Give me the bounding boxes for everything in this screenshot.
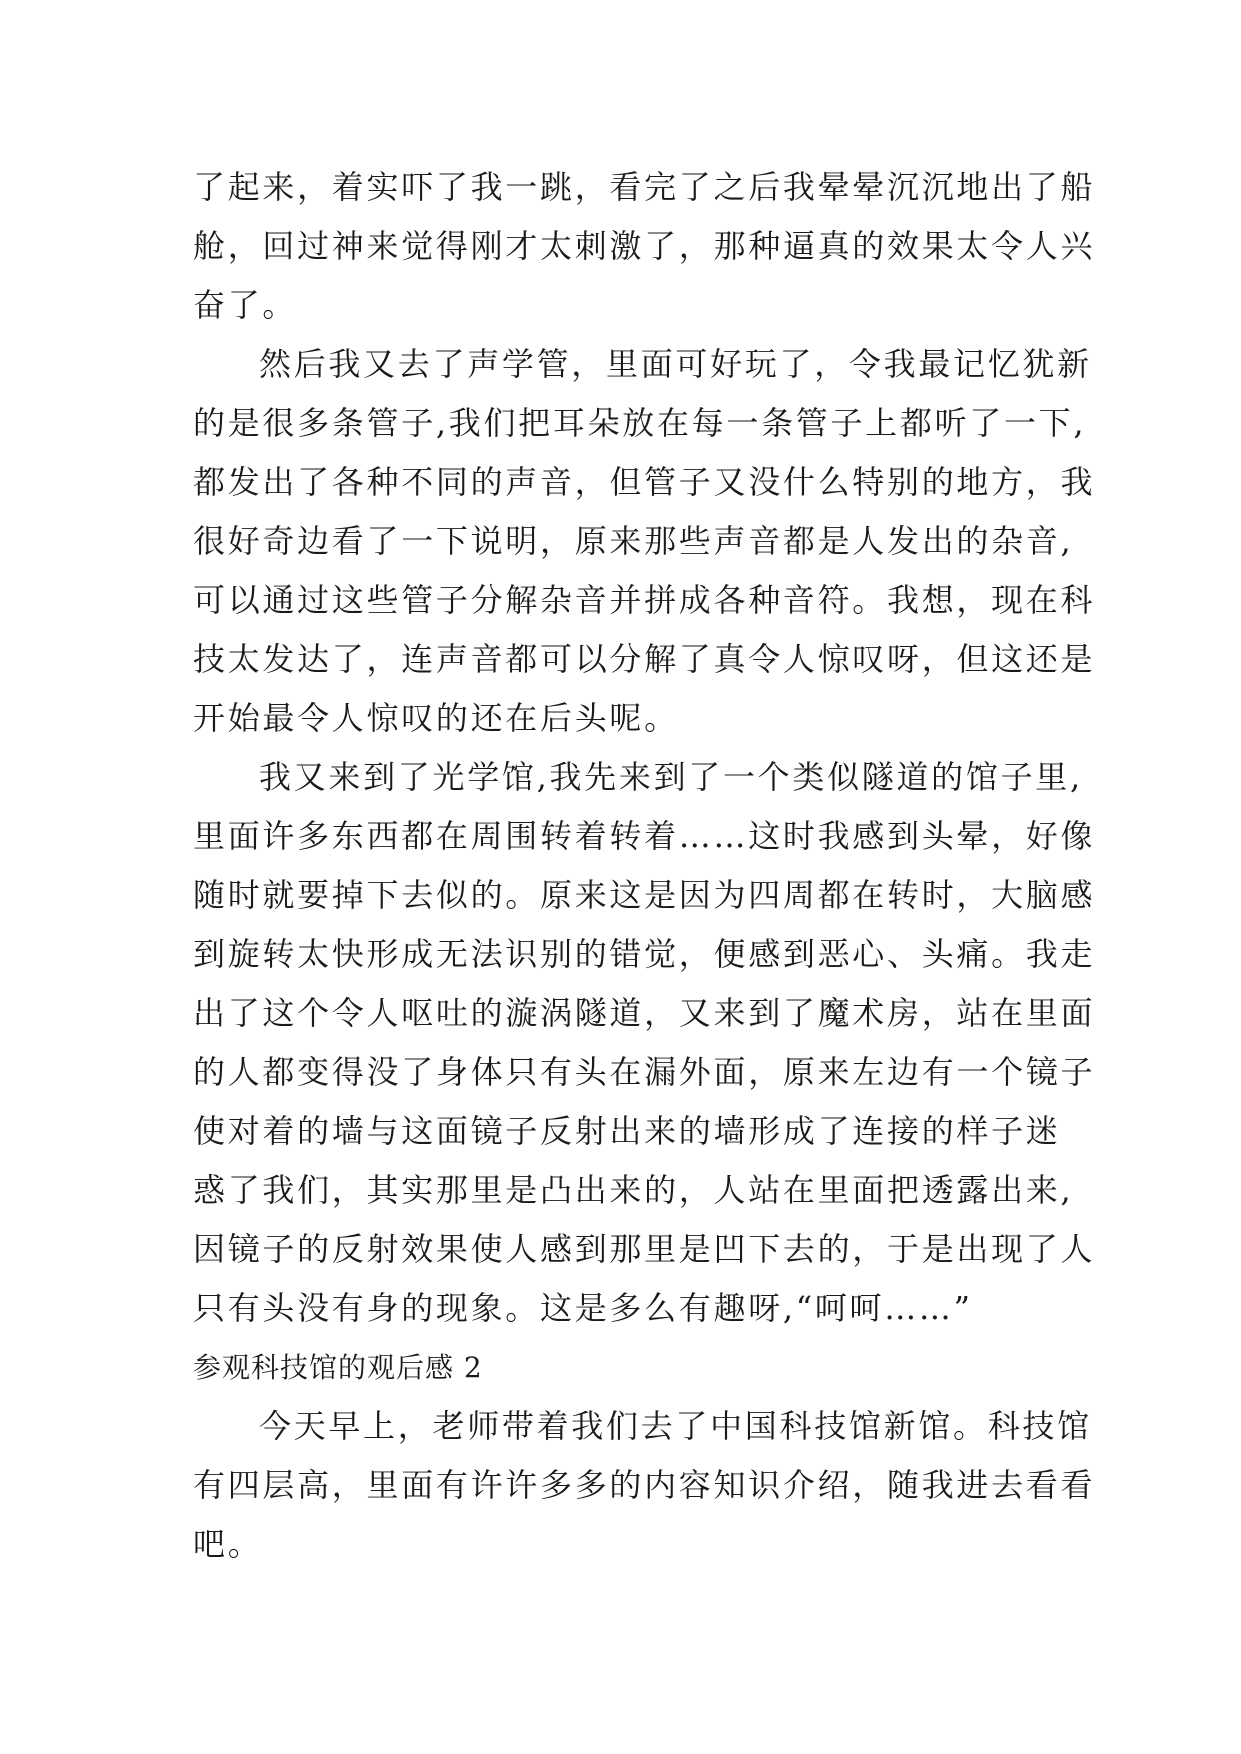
- text-line: 可以通过这些管子分解杂音并拼成各种音符。我想，现在科: [193, 581, 1096, 619]
- text-line: 只有头没有身的现象。这是多么有趣呀,“呵呵……”: [193, 1289, 973, 1327]
- paragraph-optics: [193, 748, 1096, 1338]
- paragraph-acoustics: [193, 335, 1096, 748]
- document-page: [193, 158, 1096, 1574]
- text-line: 吧。: [193, 1525, 263, 1563]
- paragraph-continued: [193, 158, 1096, 335]
- text-line: 因镜子的反射效果使人感到那里是凹下去的，于是出现了人: [193, 1230, 1096, 1268]
- text-line: 了起来，着实吓了我一跳，看完了之后我晕晕沉沉地出了船: [193, 168, 1096, 206]
- text-line: 到旋转太快形成无法识别的错觉，便感到恶心、头痛。我走: [193, 935, 1096, 973]
- text-line: 然后我又去了声学管，里面可好玩了，令我最记忆犹新: [259, 345, 1092, 383]
- text-line: 技太发达了，连声音都可以分解了真令人惊叹呀，但这还是: [193, 640, 1096, 678]
- text-line: 今天早上，老师带着我们去了中国科技馆新馆。科技馆: [259, 1407, 1092, 1445]
- text-line: 舱，回过神来觉得刚才太刺激了，那种逼真的效果太令人兴: [193, 227, 1096, 265]
- paragraph-intro: [193, 1397, 1096, 1574]
- text-line: 随时就要掉下去似的。原来这是因为四周都在转时，大脑感: [193, 876, 1096, 914]
- text-line: 有四层高，里面有许许多多的内容知识介绍，随我进去看看: [193, 1466, 1096, 1504]
- text-line: 出了这个令人呕吐的漩涡隧道，又来到了魔术房，站在里面: [193, 994, 1096, 1032]
- text-line: 都发出了各种不同的声音，但管子又没什么特别的地方，我: [193, 463, 1096, 501]
- text-line: 的是很多条管子,我们把耳朵放在每一条管子上都听了一下,: [193, 404, 1087, 442]
- text-line: 使对着的墙与这面镜子反射出来的墙形成了连接的样子迷: [193, 1112, 1061, 1150]
- section-heading: 参观科技馆的观后感 2: [193, 1351, 483, 1384]
- text-line: 里面许多东西都在周围转着转着……这时我感到头晕，好像: [193, 817, 1096, 855]
- text-line: 我又来到了光学馆,我先来到了一个类似隧道的馆子里,: [259, 758, 1083, 796]
- text-line: 奋了。: [193, 286, 298, 324]
- text-line: 的人都变得没了身体只有头在漏外面，原来左边有一个镜子: [193, 1053, 1096, 1091]
- text-line: 开始最令人惊叹的还在后头呢。: [193, 699, 679, 737]
- text-line: 很好奇边看了一下说明，原来那些声音都是人发出的杂音,: [193, 522, 1074, 560]
- text-line: 惑了我们，其实那里是凸出来的，人站在里面把透露出来,: [193, 1171, 1074, 1209]
